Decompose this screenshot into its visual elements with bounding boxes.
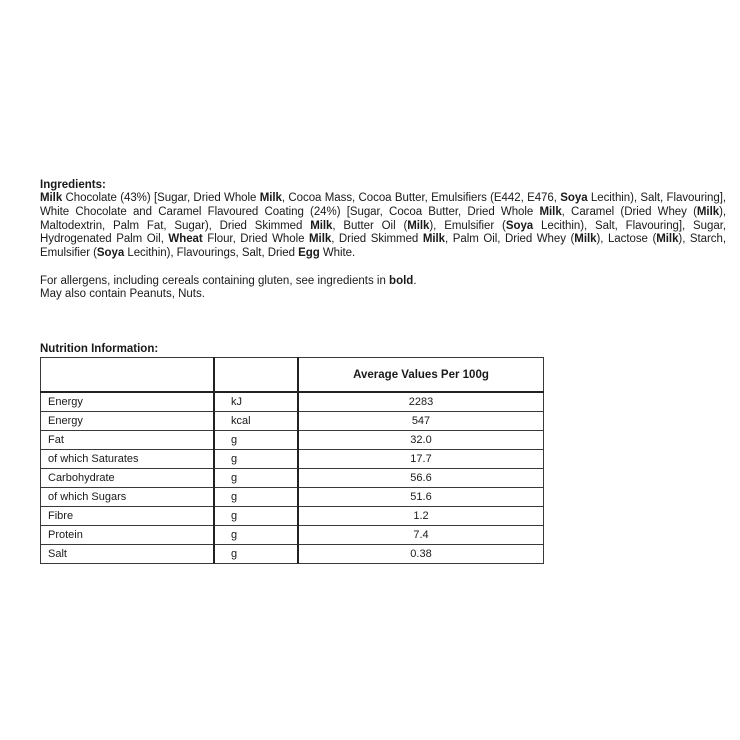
header-cell-values: Average Values Per 100g [298,358,544,393]
table-row [41,488,544,507]
table-row [41,469,544,488]
nutrient-name: Carbohydrate [41,469,215,488]
ingredient-text: Lecithin), Salt, Flavouring], White Chocolate and Caramel Flavoured Coating (24%) [Sugar, Cocoa Butter, Dried Whole [40,192,727,218]
allergen-highlight: Milk [310,219,333,232]
nutrient-value: 32.0 [298,431,544,450]
ingredient-text: , Cocoa Mass, Cocoa Butter, Emulsifiers (E442, E476, [281,192,561,204]
allergen-highlight: Soya [560,192,588,204]
table-row [41,450,544,469]
nutrient-value: 2283 [298,392,544,412]
nutrient-unit: g [214,507,298,526]
ingredient-text: Lecithin), Salt, Flavouring], Sugar, Hydrogenated Palm Oil, [40,219,726,246]
allergen-highlight: Milk [309,233,332,246]
nutrition-table [40,357,544,564]
nutrient-unit: g [214,488,298,507]
nutrient-name: Energy [41,392,215,412]
nutrient-value: 56.6 [298,469,544,488]
allergen-highlight: Egg [298,247,320,260]
ingredients-section [40,179,728,302]
table-row [41,526,544,545]
nutrient-value: 547 [298,412,544,431]
nutrient-unit: g [214,526,298,545]
allergen-notice [40,275,728,302]
table-row [41,392,544,412]
nutrient-unit: g [214,469,298,488]
ingredient-text: ), Lactose ( [596,233,657,246]
allergen-highlight: Milk [574,233,597,246]
nutrient-unit: kcal [214,412,298,431]
nutrient-unit: g [214,450,298,469]
allergen-highlight: Milk [656,233,679,246]
allergen-highlight: Milk [259,192,282,204]
allergen-highlight: Milk [539,205,562,218]
allergen-highlight: Milk [407,219,430,232]
table-row [41,545,544,564]
allergen-highlight: Milk [40,192,63,204]
table-row [41,431,544,450]
nutrient-value: 51.6 [298,488,544,507]
ingredient-text: ), Maltodextrin, Palm Fat, Sugar), Dried Skimmed [40,205,726,232]
ingredient-text: ), Emulsifier ( [429,219,506,232]
ingredient-text: , Butter Oil ( [332,219,408,232]
allergen-line-1: For allergens, including cereals containing gluten, see ingredients in bold. [40,274,417,287]
nutrient-value: 0.38 [298,545,544,564]
ingredient-text: ), Starch, Emulsifier ( [40,233,726,260]
nutrient-value: 1.2 [298,507,544,526]
nutrient-name: Fat [41,431,215,450]
ingredient-text: White. [319,247,356,260]
nutrient-unit: g [214,545,298,564]
nutrition-heading: Nutrition Information: [40,343,159,355]
ingredients-text [40,192,726,261]
allergen-highlight: Milk [696,205,720,218]
allergen-line-2: May also contain Peanuts, Nuts. [40,288,205,301]
table-row [41,507,544,526]
ingredient-text: Flour, Dried Whole [202,233,310,246]
ingredient-text: , Caramel (Dried Whey ( [561,205,697,218]
ingredient-text: , Dried Skimmed [331,233,423,246]
table-row [41,412,544,431]
nutrient-name: Energy [41,412,215,431]
nutrient-name: Fibre [41,507,215,526]
allergen-highlight: Wheat [168,233,203,246]
ingredients-heading: Ingredients: [40,179,106,191]
allergen-highlight: Soya [505,219,534,232]
header-cell-unit [214,358,298,393]
header-cell-nutrient [41,358,215,393]
nutrient-unit: g [214,431,298,450]
nutrition-header-row [41,358,544,393]
nutrient-value: 7.4 [298,526,544,545]
nutrient-name: Protein [41,526,215,545]
nutrient-unit: kJ [214,392,298,412]
nutrient-value: 17.7 [298,450,544,469]
ingredient-text: Lecithin), Flavourings, Salt, Dried [124,247,299,260]
ingredient-text: Chocolate (43%) [Sugar, Dried Whole [62,192,260,204]
allergen-highlight: Milk [422,233,446,246]
nutrient-name: of which Sugars [41,488,215,507]
allergen-highlight: Soya [96,247,125,260]
ingredient-text: , Palm Oil, Dried Whey ( [445,233,575,246]
nutrient-name: of which Saturates [41,450,215,469]
nutrient-name: Salt [41,545,215,564]
